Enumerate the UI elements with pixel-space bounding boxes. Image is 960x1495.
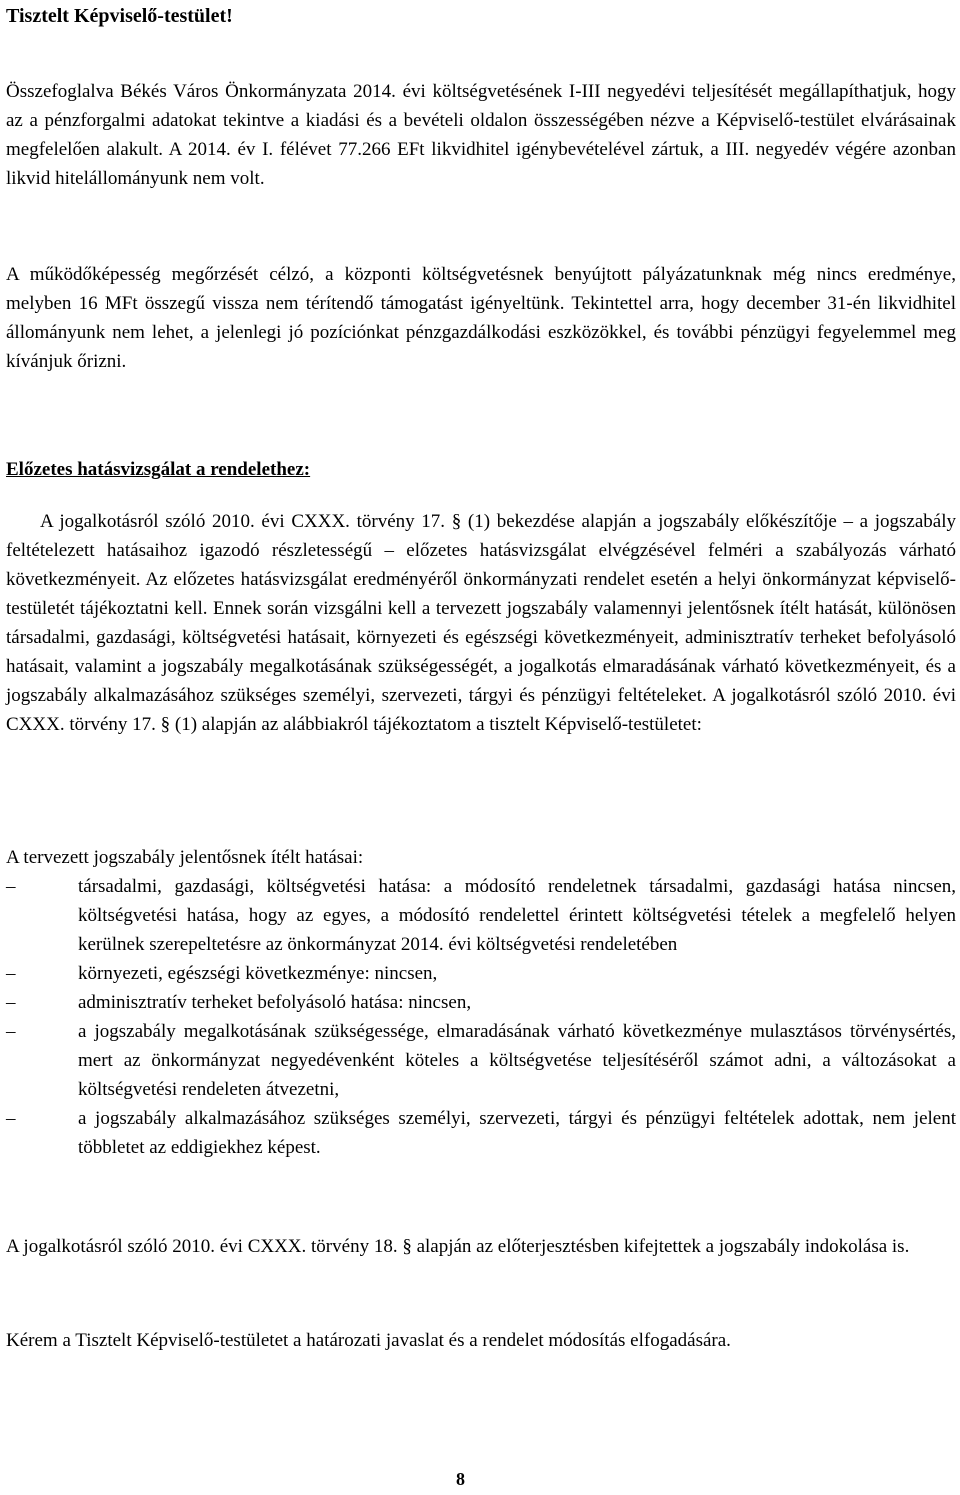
page-number: 8 bbox=[456, 1469, 465, 1489]
justification-paragraph: A jogalkotásról szóló 2010. évi CXXX. törvény 18. § alapján az előterjesztésben kifejtettek a jogszabály indokolása is. bbox=[6, 1236, 910, 1257]
dash-bullet: – bbox=[6, 876, 16, 897]
list-item bbox=[6, 872, 956, 959]
dash-bullet: – bbox=[6, 963, 16, 984]
list-item bbox=[6, 1104, 956, 1162]
dash-bullet: – bbox=[6, 992, 16, 1013]
list-item-text: a jogszabály alkalmazásához szükséges személyi, szervezeti, tárgyi és pénzügyi feltételek adottak, nem jelent többletet az eddigiekhez képest. bbox=[78, 1108, 956, 1158]
list-item bbox=[6, 1017, 956, 1104]
impact-paragraph: A jogalkotásról szóló 2010. évi CXXX. törvény 17. § (1) bekezdése alapján a jogszabály előkészítője – a jogszabály feltételezett hatásaihoz igazodó részletességű – előzetes hatásvizsgálat elvégzésével felméri a szabályozás várható következményeit. Az előzetes hatásvizsgálat eredményéről önkormányzati rendelet esetén a helyi önkormányzat képviselő-testületét tájékoztatni kell. Ennek során vizsgálni kell a tervezett jogszabály valamennyi jelentősnek ítélt hatását, különösen társadalmi, gazdasági, költségvetési hatásait, környezeti és egészségi következményeit, adminisztratív terheket befolyásoló hatásait, valamint a jogszabály megalkotásának szükségességét, a jogalkotás elmaradásának várható következményeit, és a jogszabály alkalmazásához szükséges személyi, szervezeti, tárgyi és pénzügyi feltételeket. A jogalkotásról szóló 2010. évi CXXX. törvény 17. § (1) alapján az alábbiakról tájékoztatom a tisztelt Képviselő-testületet: bbox=[6, 511, 956, 735]
dash-bullet: – bbox=[6, 1021, 16, 1042]
dash-bullet: – bbox=[6, 1108, 16, 1129]
greeting: Tisztelt Képviselő-testület! bbox=[6, 5, 233, 27]
list-item-text: környezeti, egészségi következménye: nincsen, bbox=[78, 963, 438, 984]
list-item-text: adminisztratív terheket befolyásoló hatása: nincsen, bbox=[78, 992, 472, 1013]
list-item-text: a jogszabály megalkotásának szükségessége, elmaradásának várható következménye mulasztásos törvénysértés, mert az önkormányzat negyedévenként köteles a költségvetése teljesítéséről számot adni, a változásokat a költségvetési rendeleten átvezetni, bbox=[78, 1021, 956, 1100]
request-paragraph: Kérem a Tisztelt Képviselő-testületet a határozati javaslat és a rendelet módosítás elfogadására. bbox=[6, 1330, 731, 1351]
impact-intro: A tervezett jogszabály jelentősnek ítélt hatásai: bbox=[6, 847, 364, 868]
impact-heading: Előzetes hatásvizsgálat a rendelethez: bbox=[6, 459, 311, 480]
list-item bbox=[6, 988, 956, 1017]
list-item-text: társadalmi, gazdasági, költségvetési hatása: a módosító rendeletnek társadalmi, gazdasági hatása nincsen, költségvetési hatása, hogy az egyes, a módosító rendelettel érintett költségvetési tételek a megfelelő helyen kerülnek szerepeltetésre az önkormányzat 2014. évi költségvetési rendeletében bbox=[78, 876, 956, 955]
list-item bbox=[6, 959, 956, 988]
summary-paragraph: Összefoglalva Békés Város Önkormányzata 2014. évi költségvetésének I-III negyedévi teljesítését megállapíthatjuk, hogy az a pénzforgalmi adatokat tekintve a kiadási és a bevételi oldalon összességében nézve a Képviselő-testület elvárásainak megfelelően alakult. A 2014. év I. félévet 77.266 EFt likvidhitel igénybevételével zártuk, a III. negyedév végére azonban likvid hitelállományunk nem volt. bbox=[6, 81, 956, 189]
operability-paragraph: A működőképesség megőrzését célzó, a központi költségvetésnek benyújtott pályázatunknak még nincs eredménye, melyben 16 MFt összegű vissza nem térítendő támogatást igényeltünk. Tekintettel arra, hogy december 31-én likvidhitel állományunk nem lehet, a jelenlegi jó pozíciónkat pénzgazdálkodási eszközökkel, és további pénzügyi fegyelemmel meg kívánjuk őrizni. bbox=[6, 264, 956, 372]
impact-list bbox=[6, 872, 956, 1162]
